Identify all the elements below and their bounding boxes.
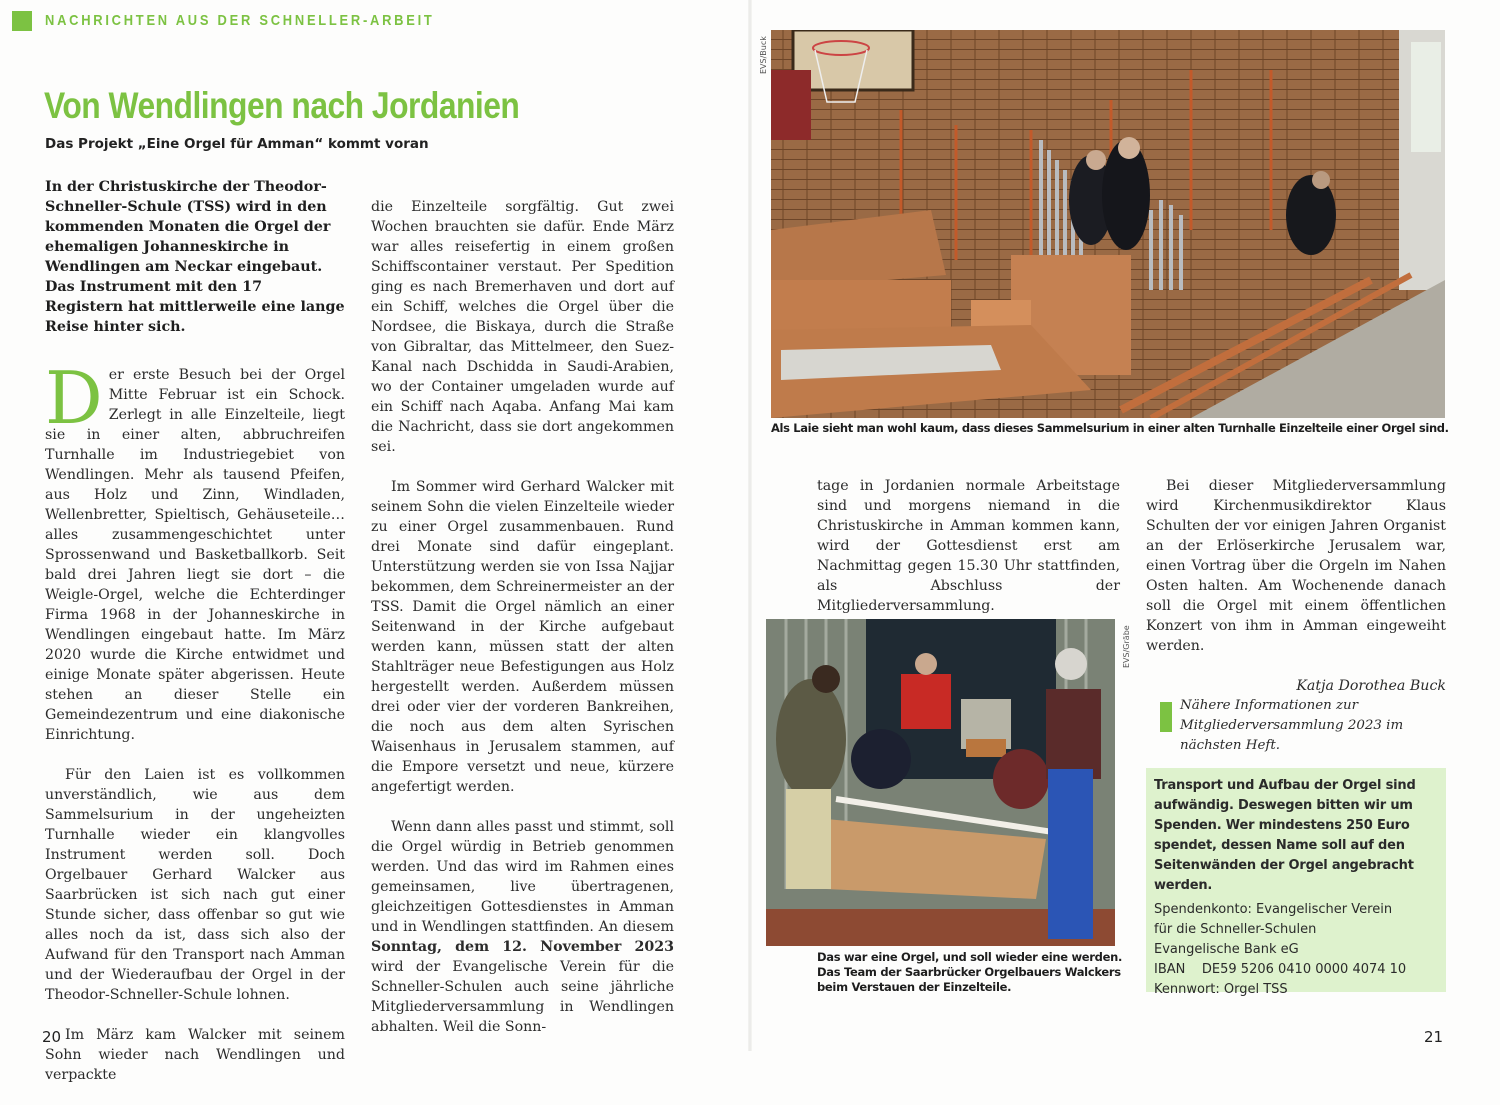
column-4	[1146, 476, 1446, 716]
photo-container-loading	[766, 619, 1115, 946]
info-note	[1160, 696, 1446, 756]
paragraph-6: Bei dieser Mitgliederversammlung wird Kirchenmusikdirektor Klaus Schulten der vor einigen Jahren Organist an der Erlöserkirche Jerusalem war, einen Vortrag über die Orgeln im Nahen Osten halten. Am Wochenende danach soll die Orgel mit einem öffentlichen Konzert von ihm in Amman eingeweiht werden.	[1146, 478, 1446, 654]
page-spine	[748, 0, 752, 1051]
article-lead: In der Christuskirche der Theodor-Schneller-Schule (TSS) wird in den kommenden Monaten die Orgel der ehemaligen Johanneskirche in Wendlingen am Neckar eingebaut. Das Instrument mit den 17 Registern hat mittlerweile eine lange Reise hinter sich.	[45, 179, 345, 335]
paragraph-5-continued: tage in Jordanien normale Arbeitstage sind und morgens niemand in die Christuskirche in Amman kommen kann, wird der Gottesdienst erst am Nachmittag gegen 15.30 Uhr stattfinden, als Abschluss der Mitgliederversammlung.	[817, 478, 1120, 614]
paragraph-1-text: er erste Besuch bei der Orgel Mitte Februar ist ein Schock. Zerlegt in alle Einzelteile, liegt sie in einer alten, abbruchreifen Turnhalle im Industriegebiet von Wendlingen. Mehr als tausend Pfeifen, aus Holz und Zinn, Windladen, Wellenbretter, Spieltisch, Gehäuseteile… alles zusammengeschichtet unter Sprossenwand und Basketballkorb. Seit bald drei Jahren liegt sie dort – die Weigle-Orgel, welche die Echterdinger Firma 1968 in der Johanneskirche in Wendlingen eingebaut hatte. Im März 2020 wurde die Kirche entwidmet und einige Monate später abgerissen. Heute stehen an dieser Stelle ein Gemeindezentrum und eine diakonische Einrichtung.	[45, 367, 345, 743]
paragraph-1	[45, 356, 345, 745]
event-date: Sonntag, dem 12. November 2023	[371, 939, 674, 955]
gym-organ-illustration	[771, 30, 1445, 418]
paragraph-3-start: Im März kam Walcker mit seinem Sohn wieder nach Wendlingen und verpackte	[45, 1027, 345, 1083]
photo-caption: Als Laie sieht man wohl kaum, dass dieses Sammelsurium in einer alten Turnhalle Einzelteile einer Orgel sind.	[771, 421, 1449, 435]
container-team-illustration	[766, 619, 1115, 946]
section-title: NACHRICHTEN AUS DER SCHNELLER-ARBEIT	[45, 12, 435, 29]
paragraph-5-end: wird der Evangelische Verein für die Schneller-Schulen auch seine jährliche Mitgliederversammlung in Wendlingen abhalten. Weil die Sonn-	[371, 959, 674, 1035]
article-headline: Von Wendlingen nach Jordanien	[44, 85, 520, 126]
page-number-left: 20	[42, 1028, 62, 1046]
drop-cap: D	[45, 356, 103, 440]
paragraph-3-continued: die Einzelteile sorgfältig. Gut zwei Wochen brauchten sie dafür. Ende März war alles reisefertig in einem großen Schiffscontainer verstaut. Per Spedition ging es nach Bremerhaven und dort auf ein Schiff, welches die Orgel über die Nordsee, die Biskaya, durch die Straße von Gibraltar, das Mittelmeer, den Suez-Kanal nach Dschidda in Saudi-Arabien, wo der Container umgeladen wurde auf ein Schiff nach Aqaba. Anfang Mai kam die Nachricht, dass sie dort angekommen sei.	[371, 199, 674, 455]
article-subhead: Das Projekt „Eine Orgel für Amman“ kommt voran	[45, 136, 429, 152]
photo-credit: EVS/Buck	[759, 36, 768, 74]
note-marker	[1160, 702, 1172, 732]
column-1	[45, 177, 345, 1105]
column-3	[817, 476, 1120, 636]
paragraph-2: Für den Laien ist es vollkommen unverständlich, wie aus dem Sammelsurium in der ungeheizten Turnhalle wieder ein klangvolles Instrument werden soll. Doch Orgelbauer Gerhard Walcker aus Saarbrücken ist sich nach gut einer Stunde sicher, dass offenbar so gut wie alles noch da ist, dass sich also der Aufwand für den Transport nach Amman und der Wiederaufbau der Orgel in der Theodor-Schneller-Schule lohnen.	[45, 767, 345, 1003]
donation-bank: Evangelische Bank eG	[1154, 942, 1299, 957]
paragraph-5	[371, 817, 674, 1037]
donation-account: Spendenkonto: Evangelischer Verein	[1154, 902, 1393, 917]
donation-keyword: Kennwort: Orgel TSS	[1154, 982, 1288, 997]
author-byline: Katja Dorothea Buck	[1296, 678, 1446, 694]
donation-box	[1146, 768, 1446, 997]
photo-credit: EVS/Gräbe	[1122, 625, 1131, 668]
photo-gym-organ-parts	[771, 30, 1445, 418]
paragraph-5-start: Wenn dann alles passt und stimmt, soll die Orgel würdig in Betrieb genommen werden. Und das wird im Rahmen eines gemeinsamen, live übertragenen, gleichzeitigen Gottesdienstes in Amman und in Wendlingen stattfinden. An diesem	[371, 819, 674, 935]
paragraph-4: Im Sommer wird Gerhard Walcker mit seinem Sohn die vielen Einzelteile wieder zu einer Orgel zusammenbauen. Rund drei Monate sind dafür eingeplant. Unterstützung werden sie von Issa Najjar bekommen, dem Schreinermeister an der TSS. Damit die Orgel nämlich an einer Seitenwand in der Kirche aufgebaut werden kann, müssen statt der alten Stahlträger neue Befestigungen aus Holz hergestellt werden. Außerdem müssen drei oder vier der vorderen Bankreihen, die noch aus dem alten Syrischen Waisenhaus in Jerusalem stammen, auf die Empore versetzt und neue, kürzere angefertigt werden.	[371, 479, 674, 795]
photo-caption: Das war eine Orgel, und soll wieder eine werden. Das Team der Saarbrücker Orgelbauers Walckers beim Verstauen der Einzelteile.	[817, 950, 1123, 994]
donation-recipient: für die Schneller-Schulen	[1154, 922, 1317, 937]
donation-iban: IBAN DE59 5206 0410 0000 4074 10	[1154, 962, 1407, 977]
donation-appeal: Transport und Aufbau der Orgel sind aufwändig. Deswegen bitten wir um Spenden. Wer mindestens 250 Euro spendet, dessen Name soll auf den Seitenwänden der Orgel angebracht werden.	[1154, 778, 1416, 893]
note-text: Nähere Informationen zur Mitgliederversammlung 2023 im nächsten Heft.	[1180, 698, 1404, 753]
column-2	[371, 197, 674, 1057]
page-number-right: 21	[1424, 1028, 1444, 1046]
section-marker	[12, 11, 32, 31]
